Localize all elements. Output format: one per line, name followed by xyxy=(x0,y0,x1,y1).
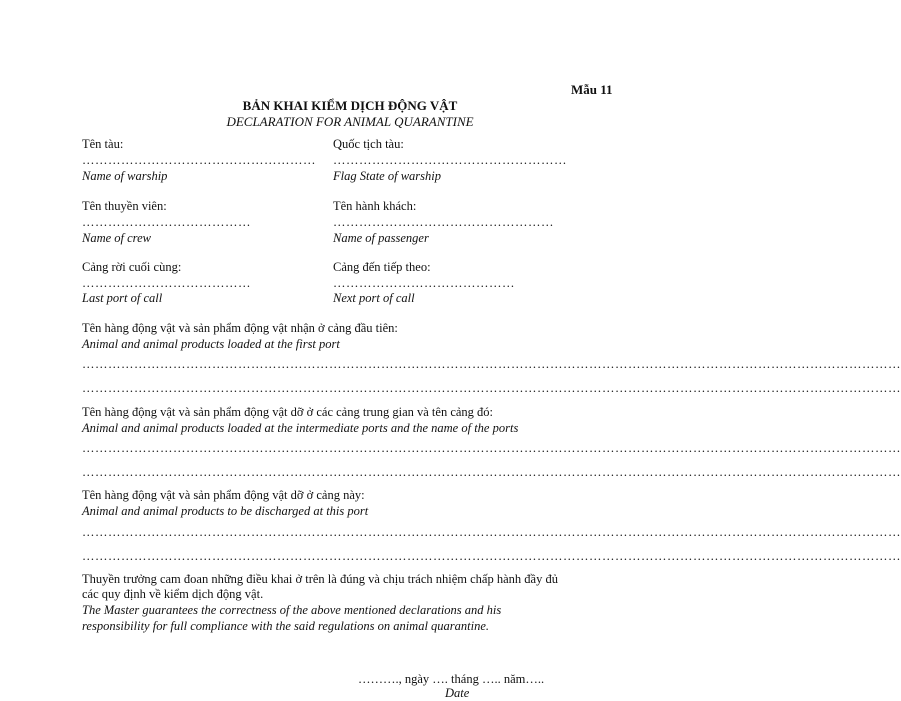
ship-name-english: Name of warship xyxy=(82,169,168,183)
next-port-english: Next port of call xyxy=(333,291,415,305)
passenger-name-label: Tên hành khách: xyxy=(333,199,417,213)
declaration-en-line-2: responsibility for full compliance with the said regulations on animal quarantine. xyxy=(82,619,490,633)
date-label: Date xyxy=(445,686,470,700)
ship-name-label: Tên tàu: xyxy=(82,137,124,151)
passenger-name-english: Name of passenger xyxy=(333,231,429,245)
last-port-field[interactable]: ………………………………… xyxy=(82,276,251,290)
declaration-en-line-1: The Master guarantees the correctness of the above mentioned declarations and his xyxy=(82,603,502,617)
intermediate-ports-line-1[interactable]: ……………………………………………………………………………………………………………………………………………………………………… xyxy=(82,441,901,455)
first-port-line-2[interactable]: ……………………………………………………………………………………………………………………………………………………………………… xyxy=(82,381,901,395)
intermediate-ports-english: Animal and animal products loaded at the intermediate ports and the name of the ports xyxy=(82,421,519,435)
intermediate-ports-label: Tên hàng động vật và sản phẩm động vật dỡ ở các cảng trung gian và tên cảng đó: xyxy=(82,405,494,419)
ship-name-field[interactable]: ……………………………………………… xyxy=(82,153,316,167)
title-english: DECLARATION FOR ANIMAL QUARANTINE xyxy=(226,114,474,129)
declaration-vi-line-1: Thuyền trưởng cam đoan những điều khai ở trên là đúng và chịu trách nhiệm chấp hành đầy đủ xyxy=(82,572,558,586)
first-port-english: Animal and animal products loaded at the first port xyxy=(82,337,340,351)
first-port-line-1[interactable]: ……………………………………………………………………………………………………………………………………………………………………… xyxy=(82,357,901,371)
last-port-english: Last port of call xyxy=(82,291,163,305)
crew-name-label: Tên thuyền viên: xyxy=(82,199,167,213)
form-number: Mẫu 11 xyxy=(571,82,613,97)
next-port-field[interactable]: …………………………………… xyxy=(333,276,515,290)
crew-name-english: Name of crew xyxy=(82,231,151,245)
intermediate-ports-line-2[interactable]: ……………………………………………………………………………………………………………………………………………………………………… xyxy=(82,465,901,479)
first-port-label: Tên hàng động vật và sản phẩm động vật nhận ở cảng đầu tiên: xyxy=(82,321,398,335)
flag-state-english: Flag State of warship xyxy=(333,169,441,183)
title-vietnamese: BẢN KHAI KIỂM DỊCH ĐỘNG VẬT xyxy=(242,98,458,113)
this-port-line-2[interactable]: ……………………………………………………………………………………………………………………………………………………………………… xyxy=(82,549,901,563)
flag-state-label: Quốc tịch tàu: xyxy=(333,137,404,151)
crew-name-field[interactable]: ………………………………… xyxy=(82,215,251,229)
last-port-label: Cảng rời cuối cùng: xyxy=(82,260,182,274)
this-port-label: Tên hàng động vật và sản phẩm động vật dỡ ở cảng này: xyxy=(82,488,365,502)
declaration-vi-line-2: các quy định về kiểm dịch động vật. xyxy=(82,587,264,601)
date-line[interactable]: ………., ngày …. tháng ….. năm….. xyxy=(358,672,545,686)
next-port-label: Cảng đến tiếp theo: xyxy=(333,260,431,274)
this-port-english: Animal and animal products to be discharged at this port xyxy=(82,504,369,518)
passenger-name-field[interactable]: …………………………………………… xyxy=(333,215,554,229)
flag-state-field[interactable]: ……………………………………………… xyxy=(333,153,567,167)
this-port-line-1[interactable]: ……………………………………………………………………………………………………………………………………………………………………… xyxy=(82,525,901,539)
